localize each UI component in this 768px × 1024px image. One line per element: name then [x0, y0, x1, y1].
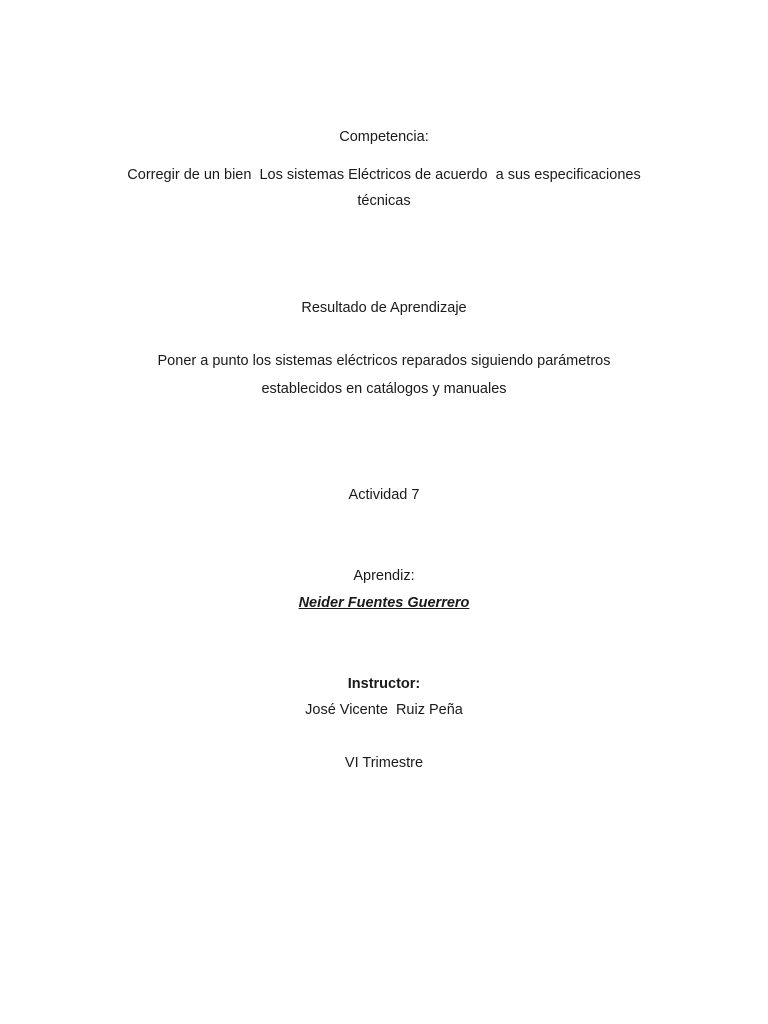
actividad-title: Actividad 7 [348, 487, 420, 503]
competencia-text-line-2: técnicas [357, 193, 411, 209]
competencia-heading: Competencia: [339, 129, 429, 145]
resultado-text-line-2: establecidos en catálogos y manuales [261, 381, 507, 397]
instructor-label: Instructor: [347, 676, 421, 692]
instructor-name: José Vicente Ruiz Peña [305, 702, 463, 718]
competencia-text-line-1: Corregir de un bien Los sistemas Eléctricos de acuerdo a sus especificaciones [127, 167, 641, 183]
resultado-heading: Resultado de Aprendizaje [301, 300, 467, 316]
aprendiz-label: Aprendiz: [353, 568, 415, 584]
aprendiz-name: Neider Fuentes Guerrero [298, 595, 470, 611]
resultado-text-line-1: Poner a punto los sistemas eléctricos reparados siguiendo parámetros [157, 353, 611, 369]
trimestre-label: VI Trimestre [344, 755, 424, 771]
